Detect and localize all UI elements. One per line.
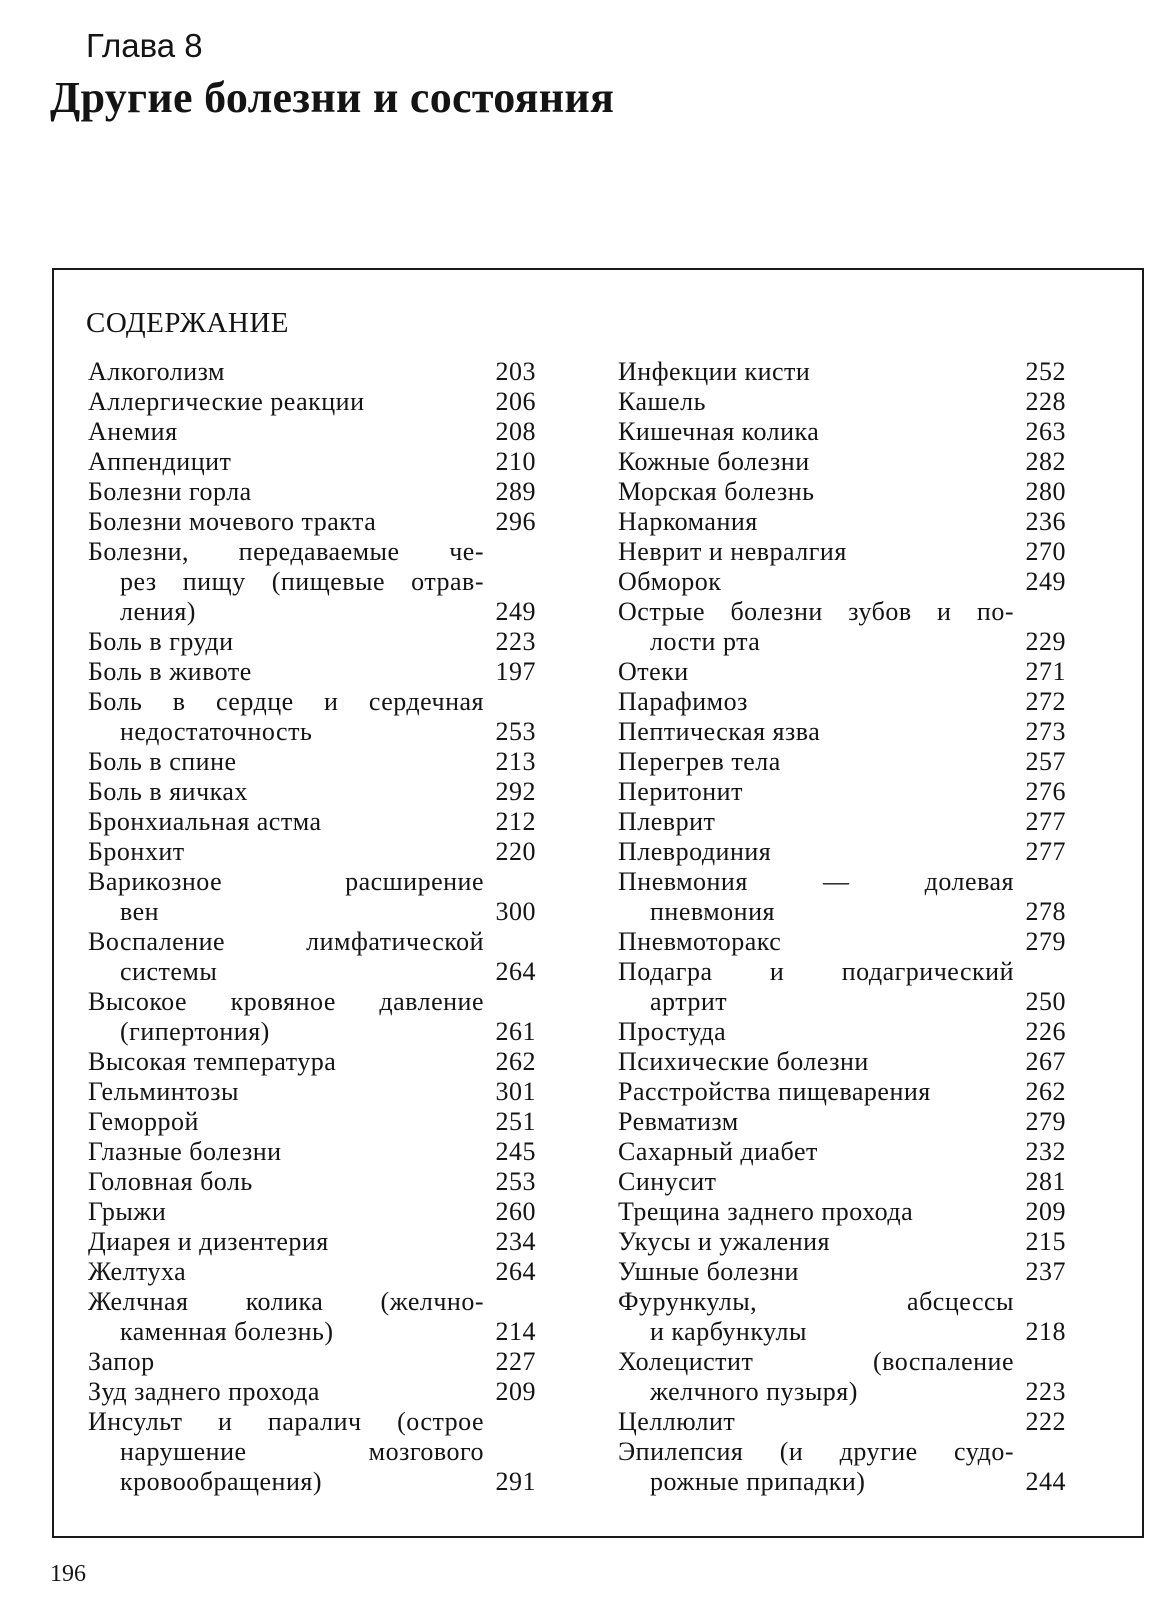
toc-entry-title: Аллергические реакции: [88, 387, 365, 416]
toc-entry-title: Боль в животе: [88, 657, 252, 686]
toc-entry-page: 261: [495, 1017, 536, 1046]
toc-entry: [88, 987, 548, 1047]
toc-entry-page: 264: [495, 1257, 536, 1286]
toc-entry-title-continued: и карбункулы: [650, 1317, 807, 1346]
toc-entry-page: 276: [1025, 777, 1066, 806]
toc-entry: [88, 867, 548, 927]
toc-entry-page: 210: [495, 447, 536, 476]
toc-entry-title-continued: рожные припадки): [650, 1467, 866, 1496]
toc-entry-title: Обморок: [618, 567, 722, 596]
toc-entry-title-continued: пневмония: [650, 897, 775, 926]
toc-entry-page: 223: [1025, 1377, 1066, 1406]
toc-entry: [88, 807, 548, 837]
toc-entry-title: Инфекции кисти: [618, 357, 811, 386]
chapter-label: Глава 8: [86, 27, 203, 64]
toc-entry-title: Боль в груди: [88, 627, 234, 656]
toc-entry-page: 262: [495, 1047, 536, 1076]
toc-entry: [618, 387, 1078, 417]
toc-entry-page: 218: [1025, 1317, 1066, 1346]
toc-entry: [618, 717, 1078, 747]
toc-entry: [88, 687, 548, 747]
toc-entry-title: Варикозное расширение: [88, 867, 484, 896]
toc-entry: [88, 927, 548, 987]
toc-entry-page: 271: [1025, 657, 1066, 686]
toc-entry: [618, 957, 1078, 1017]
toc-entry-page: 264: [495, 957, 536, 986]
toc-entry-title: Трещина заднего прохода: [618, 1197, 914, 1226]
toc-entry-page: 257: [1025, 747, 1066, 776]
toc-entry: [618, 1077, 1078, 1107]
toc-entry-page: 214: [495, 1317, 536, 1346]
toc-entry-title: Глазные болезни: [88, 1137, 282, 1166]
toc-entry: [618, 1227, 1078, 1257]
toc-entry-title: Желчная колика (желчно-: [88, 1287, 484, 1316]
toc-entry: [88, 1047, 548, 1077]
toc-entry-page: 213: [495, 747, 536, 776]
toc-entry-title: Сахарный диабет: [618, 1137, 818, 1166]
toc-entry-title: Простуда: [618, 1017, 727, 1046]
toc-entry-page: 232: [1025, 1137, 1066, 1166]
toc-entry: [88, 1227, 548, 1257]
toc-entry: [618, 1137, 1078, 1167]
toc-entry: [618, 867, 1078, 927]
toc-entry-title: Фурункулы, абсцессы: [618, 1287, 1014, 1316]
toc-entry-title: Подагра и подагрический: [618, 957, 1014, 986]
toc-entry-page: 223: [495, 627, 536, 656]
toc-entry: [88, 357, 548, 387]
toc-entry-page: 260: [495, 1197, 536, 1226]
toc-entry-page: 279: [1025, 1107, 1066, 1136]
toc-entry: [618, 597, 1078, 657]
toc-entry: [88, 1287, 548, 1347]
toc-entry-page: 278: [1025, 897, 1066, 926]
toc-entry: [88, 1377, 548, 1407]
page-number: 196: [50, 1561, 86, 1587]
toc-entry-title: Геморрой: [88, 1107, 199, 1136]
toc-entry-title-continued: каменная болезнь): [120, 1317, 334, 1346]
toc-entry: [618, 507, 1078, 537]
toc-entry-title: Отеки: [618, 657, 689, 686]
toc-entry-title: Боль в спине: [88, 747, 237, 776]
toc-entry-title: Расстройства пищеварения: [618, 1077, 931, 1106]
toc-entry-page: 272: [1025, 687, 1066, 716]
toc-entry-title: Инсульт и паралич (острое: [88, 1407, 484, 1436]
toc-entry-title: Холецистит (воспаление: [618, 1347, 1014, 1376]
toc-entry-title-continued: ления): [120, 597, 196, 626]
toc-entry-page: 209: [1025, 1197, 1066, 1226]
toc-entry: [88, 387, 548, 417]
toc-entry: [88, 657, 548, 687]
toc-entry-page: 245: [495, 1137, 536, 1166]
toc-entry-title-continued: артрит: [650, 987, 728, 1016]
toc-entry-title-continued: рез пищу (пищевые отрав-: [120, 567, 484, 596]
toc-entry-title: Болезни горла: [88, 477, 252, 506]
toc-entry: [618, 1017, 1078, 1047]
toc-entry-page: 249: [495, 597, 536, 626]
toc-entry: [618, 687, 1078, 717]
toc-entry-page: 279: [1025, 927, 1066, 956]
toc-entry: [618, 537, 1078, 567]
toc-entry-title-continued: нарушение мозгового: [120, 1437, 484, 1466]
chapter-title: Другие болезни и состояния: [50, 73, 615, 122]
toc-entry: [618, 777, 1078, 807]
toc-entry-title: Болезни, передаваемые че-: [88, 537, 484, 566]
toc-entry-page: 236: [1025, 507, 1066, 536]
toc-entry-title: Плеврит: [618, 807, 716, 836]
toc-entry-title: Высокая температура: [88, 1047, 337, 1076]
toc-entry-title-continued: недостаточность: [120, 717, 313, 746]
contents-heading: СОДЕРЖАНИЕ: [86, 307, 289, 339]
toc-entry-page: 277: [1025, 837, 1066, 866]
toc-entry-page: 215: [1025, 1227, 1066, 1256]
toc-entry-title: Зуд заднего прохода: [88, 1377, 320, 1406]
toc-entry: [618, 477, 1078, 507]
toc-entry-title-continued: желчного пузыря): [650, 1377, 858, 1406]
toc-entry: [88, 1107, 548, 1137]
toc-entry-page: 301: [495, 1077, 536, 1106]
toc-entry-page: 209: [495, 1377, 536, 1406]
toc-entry: [618, 927, 1078, 957]
toc-entry-title-continued: (гипертония): [120, 1017, 270, 1046]
toc-entry-page: 273: [1025, 717, 1066, 746]
toc-entry-page: 281: [1025, 1167, 1066, 1196]
toc-entry-title: Воспаление лимфатической: [88, 927, 484, 956]
toc-entry: [618, 1287, 1078, 1347]
toc-entry-page: 212: [495, 807, 536, 836]
toc-entry-page: 253: [495, 717, 536, 746]
toc-entry-title: Психические болезни: [618, 1047, 869, 1076]
toc-entry-title: Укусы и ужаления: [618, 1227, 831, 1256]
toc-entry-title: Бронхит: [88, 837, 185, 866]
toc-entry-page: 208: [495, 417, 536, 446]
toc-entry: [88, 1077, 548, 1107]
toc-entry-page: 280: [1025, 477, 1066, 506]
toc-entry: [88, 417, 548, 447]
toc-entry-page: 292: [495, 777, 536, 806]
toc-entry-title: Боль в сердце и сердечная: [88, 687, 484, 716]
toc-entry-page: 262: [1025, 1077, 1066, 1106]
toc-entry: [88, 1197, 548, 1227]
toc-entry-title: Грыжи: [88, 1197, 167, 1226]
toc-entry-title: Синусит: [618, 1167, 717, 1196]
contents-column-right: [618, 357, 1078, 1497]
toc-entry: [88, 1257, 548, 1287]
toc-entry-title-continued: кровообращения): [120, 1467, 323, 1496]
toc-entry-page: 203: [495, 357, 536, 386]
toc-entry: [618, 657, 1078, 687]
toc-entry-page: 289: [495, 477, 536, 506]
toc-entry-title: Диарея и дизентерия: [88, 1227, 329, 1256]
contents-column-left: [88, 357, 548, 1497]
toc-entry: [618, 1197, 1078, 1227]
toc-entry-page: 250: [1025, 987, 1066, 1016]
toc-entry-title-continued: лости рта: [650, 627, 761, 656]
toc-entry: [88, 747, 548, 777]
toc-entry-page: 282: [1025, 447, 1066, 476]
toc-entry-page: 270: [1025, 537, 1066, 566]
toc-entry: [618, 447, 1078, 477]
toc-entry-title: Болезни мочевого тракта: [88, 507, 377, 536]
toc-entry-title: Плевродиния: [618, 837, 772, 866]
toc-entry: [618, 1167, 1078, 1197]
toc-entry-title: Перитонит: [618, 777, 743, 806]
toc-entry-title: Запор: [88, 1347, 155, 1376]
toc-entry-page: 206: [495, 387, 536, 416]
toc-entry-page: 277: [1025, 807, 1066, 836]
toc-entry: [618, 747, 1078, 777]
toc-entry-page: 220: [495, 837, 536, 866]
toc-entry-page: 229: [1025, 627, 1066, 656]
toc-entry-title: Анемия: [88, 417, 178, 446]
toc-entry-title: Гельминтозы: [88, 1077, 239, 1106]
toc-entry-title: Кожные болезни: [618, 447, 810, 476]
toc-entry: [618, 417, 1078, 447]
toc-entry-page: 249: [1025, 567, 1066, 596]
toc-entry: [88, 1347, 548, 1377]
toc-entry: [88, 777, 548, 807]
toc-entry-page: 237: [1025, 1257, 1066, 1286]
toc-entry-page: 252: [1025, 357, 1066, 386]
toc-entry-title: Острые болезни зубов и по-: [618, 597, 1014, 626]
toc-entry-title: Кашель: [618, 387, 706, 416]
toc-entry-title: Боль в яичках: [88, 777, 248, 806]
toc-entry-title: Перегрев тела: [618, 747, 781, 776]
toc-entry: [618, 1407, 1078, 1437]
toc-entry-title: Пневмоторакс: [618, 927, 782, 956]
toc-entry-page: 251: [495, 1107, 536, 1136]
toc-entry: [88, 627, 548, 657]
toc-entry-title: Головная боль: [88, 1167, 253, 1196]
toc-entry: [618, 1107, 1078, 1137]
toc-entry-title: Ушные болезни: [618, 1257, 799, 1286]
toc-entry-page: 244: [1025, 1467, 1066, 1496]
toc-entry-title: Морская болезнь: [618, 477, 815, 506]
toc-entry-title: Парафимоз: [618, 687, 748, 716]
toc-entry: [88, 507, 548, 537]
toc-entry: [88, 477, 548, 507]
toc-entry-title: Целлюлит: [618, 1407, 736, 1436]
toc-entry-title-continued: системы: [120, 957, 218, 986]
toc-entry-title: Бронхиальная астма: [88, 807, 322, 836]
toc-entry-page: 267: [1025, 1047, 1066, 1076]
toc-entry-page: 197: [495, 657, 536, 686]
toc-entry-page: 253: [495, 1167, 536, 1196]
toc-entry: [618, 357, 1078, 387]
toc-entry-page: 296: [495, 507, 536, 536]
toc-entry-page: 222: [1025, 1407, 1066, 1436]
toc-entry-page: 234: [495, 1227, 536, 1256]
toc-entry: [88, 1407, 548, 1497]
toc-entry: [88, 447, 548, 477]
toc-entry-page: 263: [1025, 417, 1066, 446]
toc-entry-title: Алкоголизм: [88, 357, 225, 386]
toc-entry: [618, 1437, 1078, 1497]
toc-entry: [618, 1047, 1078, 1077]
toc-entry-title: Кишечная колика: [618, 417, 820, 446]
toc-entry-title: Наркомания: [618, 507, 758, 536]
toc-entry: [88, 1137, 548, 1167]
toc-entry: [88, 837, 548, 867]
toc-entry-title: Желтуха: [88, 1257, 187, 1286]
toc-entry-page: 226: [1025, 1017, 1066, 1046]
toc-entry: [618, 807, 1078, 837]
toc-entry-title: Аппендицит: [88, 447, 232, 476]
toc-entry: [88, 537, 548, 627]
toc-entry-page: 300: [495, 897, 536, 926]
toc-entry-title: Пептическая язва: [618, 717, 821, 746]
toc-entry-title: Ревматизм: [618, 1107, 739, 1136]
toc-entry: [618, 567, 1078, 597]
toc-entry-page: 228: [1025, 387, 1066, 416]
toc-entry-page: 291: [495, 1467, 536, 1496]
toc-entry-title-continued: вен: [120, 897, 160, 926]
toc-entry-title: Пневмония — долевая: [618, 867, 1014, 896]
toc-entry: [618, 1257, 1078, 1287]
toc-entry-title: Неврит и невралгия: [618, 537, 847, 566]
toc-entry: [618, 1347, 1078, 1407]
toc-entry: [618, 837, 1078, 867]
toc-entry: [88, 1167, 548, 1197]
toc-entry-title: Высокое кровяное давление: [88, 987, 484, 1016]
toc-entry-title: Эпилепсия (и другие судо-: [618, 1437, 1014, 1466]
toc-entry-page: 227: [495, 1347, 536, 1376]
